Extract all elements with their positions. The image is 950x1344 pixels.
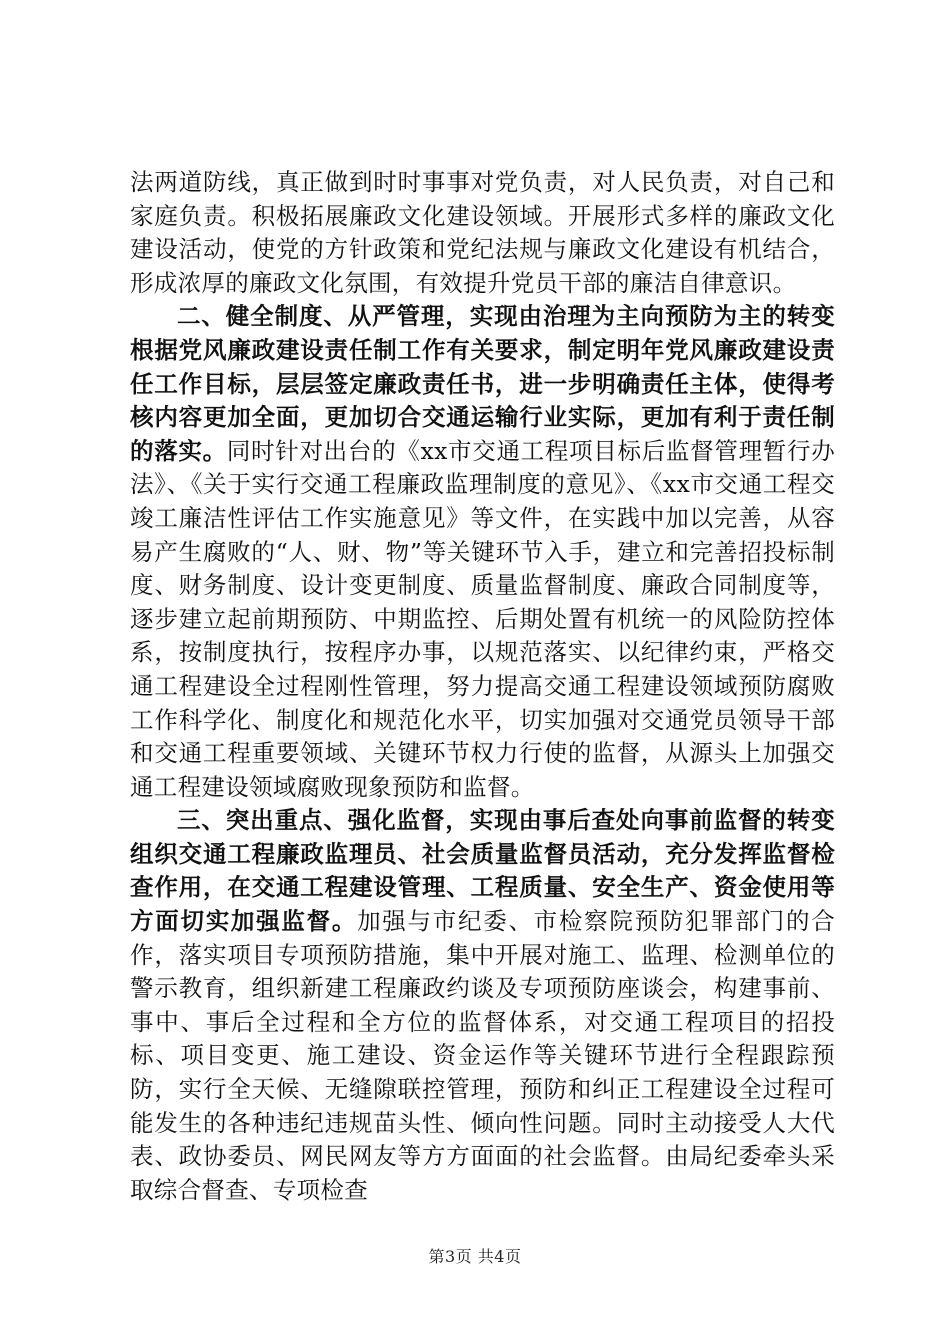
paragraph-2 <box>130 300 835 804</box>
paragraph-1-text: 法两道防线，真正做到时时事事对党负责，对人民负责，对自己和家庭负责。积极拓展廉政文化建设领域。开展形式多样的廉政文化建设活动，使党的方针政策和党纪法规与廉政文化建设有机结合，形成浓厚的廉政文化氛围，有效提升党员干部的廉洁自律意识。 <box>130 168 835 297</box>
paragraph-3 <box>130 804 835 1207</box>
paragraph-2-text: 同时针对出台的《xx市交通工程项目标后监督管理暂行办法》、《关于实行交通工程廉政监理制度的意见》、《xx市交通工程交竣工廉洁性评估工作实施意见》等文件，在实践中加以完善，从容易产生腐败的“人、财、物”等关键环节入手，建立和完善招投标制度、财务制度、设计变更制度、质量监督制度、廉政合同制度等，逐步建立起前期预防、中期监控、后期处置有机统一的风险防控体系，按制度执行，按程序办事，以规范落实、以纪律约束，严格交通工程建设全过程刚性管理，努力提高交通工程建设领域预防腐败工作科学化、制度化和规范化水平，切实加强对交通党员领导干部和交通工程重要领域、关键环节权力行使的监督，从源头上加强交通工程建设领域腐败现象预防和监督。 <box>130 436 835 801</box>
paragraph-1 <box>130 166 835 300</box>
document-body <box>130 166 835 1207</box>
paragraph-3-heading: 三、突出重点、强化监督，实现由事后查处向事前监督的转变组织交通工程廉政监理员、社会质量监督员活动，充分发挥监督检查作用，在交通工程建设管理、工程质量、安全生产、资金使用等方面切实加强监督。 <box>130 806 835 936</box>
paragraph-3-text: 加强与市纪委、市检察院预防犯罪部门的合作，落实项目专项预防措施，集中开展对施工、监理、检测单位的警示教育，组织新建工程廉政约谈及专项预防座谈会，构建事前、事中、事后全过程和全方位的监督体系，对交通工程项目的招投标、项目变更、施工建设、资金运作等关键环节进行全程跟踪预防，实行全天候、无缝隙联控管理，预防和纠正工程建设全过程可能发生的各种违纪违规苗头性、倾向性问题。同时主动接受人大代表、政协委员、网民网友等方方面面的社会监督。由局纪委牵头采取综合督查、专项检查 <box>130 907 836 1204</box>
page-number-footer: 第3页 共4页 <box>428 1247 522 1266</box>
paragraph-2-heading: 二、健全制度、从严管理，实现由治理为主向预防为主的转变根据党风廉政建设责任制工作有关要求，制定明年党风廉政建设责任工作目标，层层签定廉政责任书，进一步明确责任主体，使得考核内容更加全面，更加切合交通运输行业实际，更加有利于责任制的落实。 <box>130 302 835 465</box>
